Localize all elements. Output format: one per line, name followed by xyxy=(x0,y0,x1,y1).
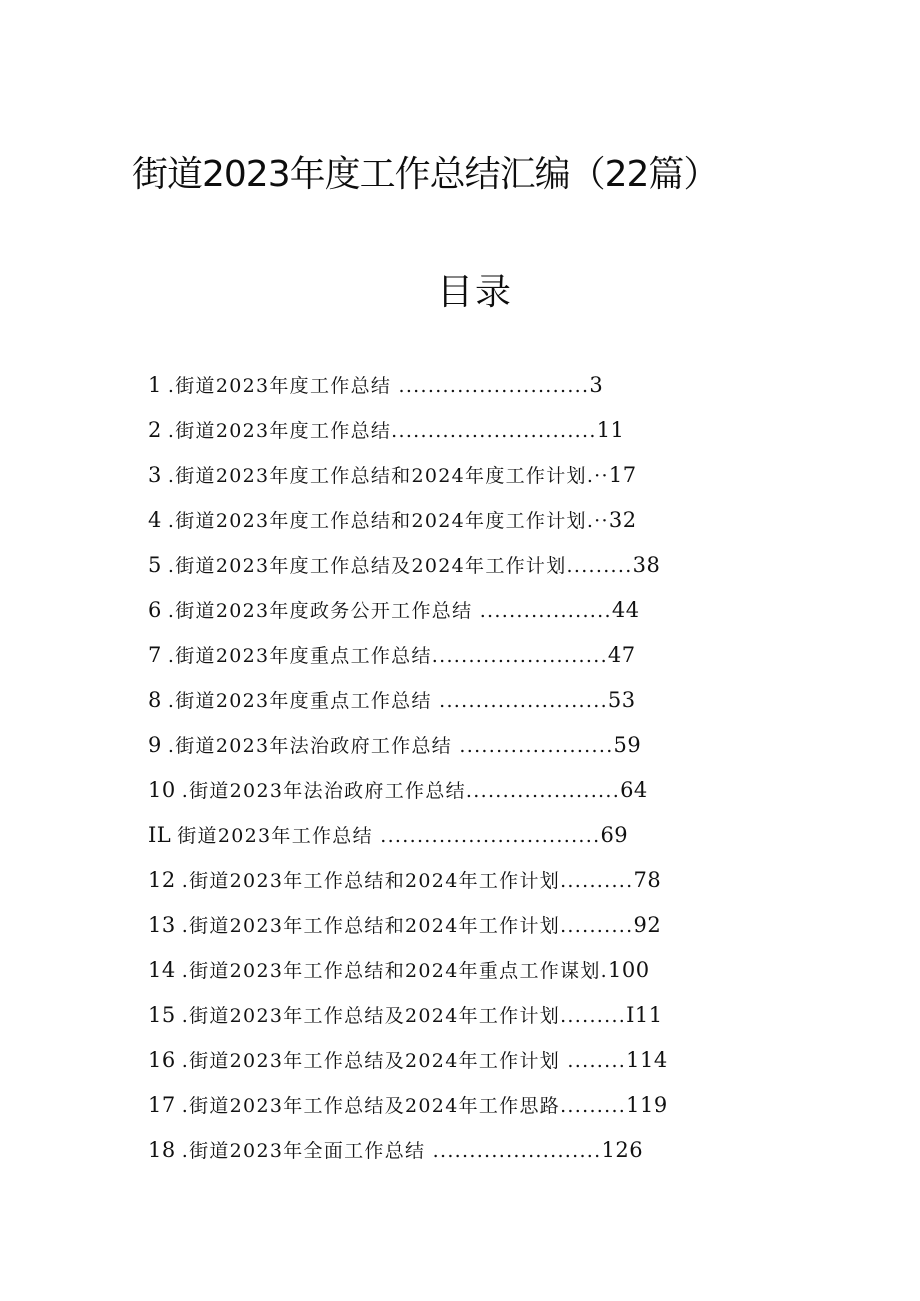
toc-item-number: 15 xyxy=(148,1003,176,1027)
toc-item[interactable] xyxy=(148,1088,748,1133)
toc-item-page: 11 xyxy=(596,418,625,442)
toc-item-title: .街道2023年度重点工作总结........................ xyxy=(167,645,608,667)
toc-item[interactable] xyxy=(148,1133,748,1178)
toc-item-title: .街道2023年度工作总结............................ xyxy=(167,420,597,442)
toc-item-page: 3 xyxy=(589,373,604,397)
toc-item[interactable] xyxy=(148,728,748,773)
toc-item-number: 8 xyxy=(148,688,162,712)
toc-item[interactable] xyxy=(148,818,748,863)
table-of-contents xyxy=(148,368,748,1178)
toc-item-page: 100 xyxy=(608,958,650,982)
toc-item-page: 38 xyxy=(632,553,661,577)
toc-item-page: 32 xyxy=(608,508,637,532)
toc-item[interactable] xyxy=(148,908,748,953)
toc-item-page: 53 xyxy=(607,688,636,712)
toc-item-number: 2 xyxy=(148,418,162,442)
toc-item-title: 街道2023年工作总结 .............................. xyxy=(177,825,601,847)
toc-item[interactable] xyxy=(148,998,748,1043)
toc-item-number: 3 xyxy=(148,463,162,487)
toc-item-page: 59 xyxy=(613,733,642,757)
toc-item-title: .街道2023年法治政府工作总结 ..................... xyxy=(167,735,614,757)
toc-item-page: 47 xyxy=(607,643,636,667)
toc-item-page: 114 xyxy=(626,1048,668,1072)
toc-item-title: .街道2023年度政务公开工作总结 .................. xyxy=(167,600,612,622)
toc-item-page: 92 xyxy=(633,913,662,937)
toc-item-title: .街道2023年法治政府工作总结..................... xyxy=(181,780,621,802)
toc-item-title: .街道2023年工作总结及2024年工作思路......... xyxy=(181,1095,627,1117)
toc-item-page: I11 xyxy=(626,1003,663,1027)
toc-item-number: 4 xyxy=(148,508,162,532)
toc-item-number: 5 xyxy=(148,553,162,577)
toc-item-page: 78 xyxy=(633,868,662,892)
toc-item-page: 17 xyxy=(608,463,637,487)
toc-item[interactable] xyxy=(148,683,748,728)
toc-item-number: 13 xyxy=(148,913,176,937)
toc-item-title: .街道2023年度工作总结和2024年度工作计划.·· xyxy=(167,465,609,487)
toc-item-number: 7 xyxy=(148,643,162,667)
toc-item-number: 9 xyxy=(148,733,162,757)
toc-item-page: 119 xyxy=(626,1093,668,1117)
toc-item-title: .街道2023年度工作总结及2024年工作计划......... xyxy=(167,555,633,577)
toc-item[interactable] xyxy=(148,413,748,458)
toc-item[interactable] xyxy=(148,548,748,593)
toc-item[interactable] xyxy=(148,458,748,503)
toc-item[interactable] xyxy=(148,773,748,818)
toc-item[interactable] xyxy=(148,593,748,638)
toc-item-title: .街道2023年工作总结及2024年工作计划......... xyxy=(181,1005,627,1027)
toc-item[interactable] xyxy=(148,953,748,998)
toc-item-number: 14 xyxy=(148,958,176,982)
toc-item-number: 6 xyxy=(148,598,162,622)
toc-item[interactable] xyxy=(148,1043,748,1088)
toc-item-number: 16 xyxy=(148,1048,176,1072)
toc-item-number: 10 xyxy=(148,778,176,802)
toc-item-title: .街道2023年工作总结及2024年工作计划 ........ xyxy=(181,1050,627,1072)
toc-item-page: 44 xyxy=(611,598,640,622)
toc-item-title: .街道2023年工作总结和2024年重点工作谋划. xyxy=(181,960,609,982)
toc-item-number: 18 xyxy=(148,1138,176,1162)
toc-item-title: .街道2023年全面工作总结 ....................... xyxy=(181,1140,602,1162)
toc-heading: 目录 xyxy=(436,272,513,313)
toc-item-page: 69 xyxy=(600,823,629,847)
toc-item-title: .街道2023年度工作总结 .......................... xyxy=(167,375,590,397)
toc-item-title: .街道2023年工作总结和2024年工作计划.......... xyxy=(181,870,634,892)
toc-item-title: .街道2023年度重点工作总结 ....................... xyxy=(167,690,608,712)
document-title: 街道2023年度工作总结汇编（22篇） xyxy=(132,154,719,195)
toc-item-number: 1 xyxy=(148,373,162,397)
toc-item-title: .街道2023年度工作总结和2024年度工作计划.·· xyxy=(167,510,609,532)
toc-item-title: .街道2023年工作总结和2024年工作计划.......... xyxy=(181,915,634,937)
toc-item[interactable] xyxy=(148,503,748,548)
toc-item[interactable] xyxy=(148,368,748,413)
toc-item-number: 17 xyxy=(148,1093,176,1117)
toc-item-number: 12 xyxy=(148,868,176,892)
toc-item-number: IL xyxy=(148,823,172,847)
toc-item[interactable] xyxy=(148,638,748,683)
toc-item-page: 64 xyxy=(620,778,648,802)
toc-item-page: 126 xyxy=(601,1138,644,1162)
toc-item[interactable] xyxy=(148,863,748,908)
